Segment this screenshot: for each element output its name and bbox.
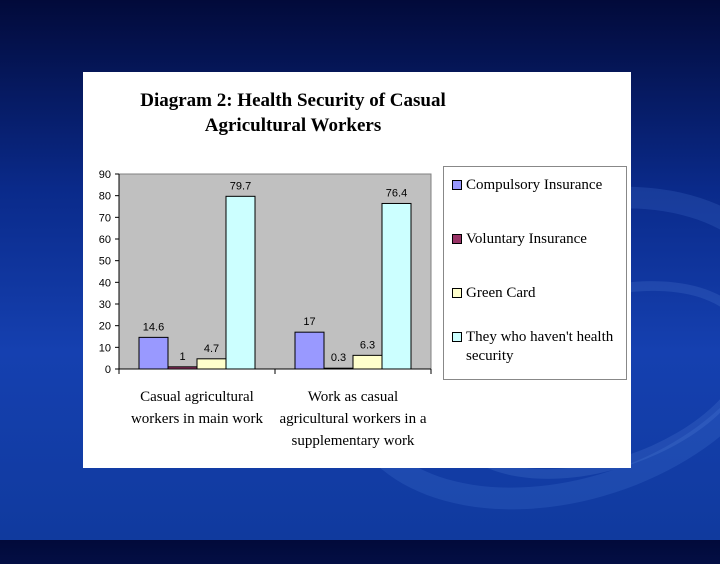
legend-label: They who haven't health security xyxy=(466,329,614,364)
bar-value-label: 14.6 xyxy=(142,321,165,334)
y-tick-label: 70 xyxy=(98,212,111,225)
chart-panel xyxy=(83,72,631,468)
bar xyxy=(324,368,353,369)
bar-chart xyxy=(83,72,443,382)
bar-value-label: 4.7 xyxy=(203,342,220,355)
legend-label: Green Card xyxy=(466,285,536,301)
bar xyxy=(382,203,411,369)
legend-swatch xyxy=(452,234,462,244)
bar xyxy=(295,332,324,369)
bar xyxy=(226,196,255,369)
y-tick-label: 40 xyxy=(98,277,111,290)
legend-swatch xyxy=(452,288,462,298)
bar-value-label: 17 xyxy=(303,316,316,329)
y-tick-label: 10 xyxy=(98,342,111,355)
legend-swatch xyxy=(452,332,462,342)
bar xyxy=(139,337,168,369)
bar-value-label: 0.3 xyxy=(330,352,347,365)
y-tick-label: 50 xyxy=(98,255,111,268)
y-tick-label: 20 xyxy=(98,320,111,333)
bar xyxy=(353,355,382,369)
legend-label: Voluntary Insurance xyxy=(466,231,587,247)
y-tick-label: 90 xyxy=(98,169,111,181)
y-tick-label: 60 xyxy=(98,234,111,246)
bar-value-label: 76.4 xyxy=(385,187,408,200)
chart-title: Diagram 2: Health Security of Casual Agricultural Workers xyxy=(140,90,446,136)
bar-value-label: 1 xyxy=(179,350,186,363)
bar-value-label: 79.7 xyxy=(229,180,252,193)
y-tick-label: 30 xyxy=(98,299,111,311)
y-tick-label: 80 xyxy=(98,190,111,203)
legend-label: Compulsory Insurance xyxy=(466,177,603,193)
y-tick-label: 0 xyxy=(104,364,111,376)
bar xyxy=(197,359,226,369)
legend-swatch xyxy=(452,180,462,190)
bar-value-label: 6.3 xyxy=(359,339,376,352)
x-category-label-1: Casual agricultural workers in main work xyxy=(130,389,264,427)
chart-legend xyxy=(443,166,627,380)
bar xyxy=(168,367,197,369)
x-category-label-2: Work as casual agricultural workers in a supplementary work xyxy=(279,389,427,449)
